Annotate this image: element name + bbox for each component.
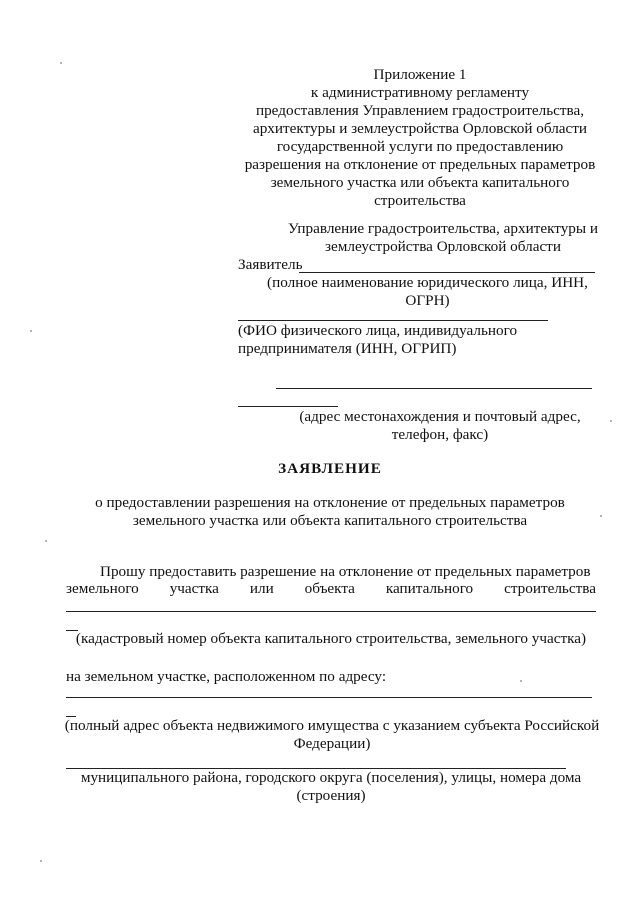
scan-speck	[520, 680, 522, 682]
cadastral-hint: (кадастровый номер объекта капитального строительства, земельного участка)	[75, 630, 587, 647]
addressee-line: Управление градостроительства, архитектуры и	[287, 220, 599, 237]
individual-name-field[interactable]	[238, 320, 548, 321]
scan-speck	[40, 860, 42, 862]
applicant-label: Заявитель	[238, 256, 303, 273]
appendix-line: государственной услуги по предоставлению	[276, 138, 564, 155]
appendix-line: предоставления Управлением градостроительства,	[255, 102, 585, 119]
appendix-line: разрешения на отклонение от предельных параметров	[244, 156, 596, 173]
request-words-row: земельного участка или объекта капитального строительства	[66, 580, 596, 597]
applicant-hint-address: (адрес местонахождения и почтовый адрес, телефон, факс)	[299, 408, 581, 443]
appendix-line: земельного участка или объекта капитального	[270, 174, 570, 191]
scan-speck	[610, 420, 612, 422]
appendix-line: Приложение 1	[373, 66, 467, 83]
municipality-hint: муниципального района, городского округа (поселения), улицы, номера дома (строения)	[80, 769, 582, 804]
addressee	[268, 220, 618, 256]
request-text: Прошу предоставить разрешение на отклонение от предельных параметров	[100, 563, 591, 580]
address-field-3[interactable]	[66, 697, 592, 698]
address-field-2[interactable]	[238, 406, 338, 407]
appendix-line: к административному регламенту	[310, 84, 530, 101]
scan-speck	[600, 515, 602, 517]
statement-subtitle: о предоставлении разрешения на отклонение от предельных параметров земельного участка или объекта капитального строительства	[95, 494, 565, 529]
appendix-line: строительства	[374, 192, 466, 209]
scan-speck	[60, 62, 62, 64]
applicant-name-field[interactable]	[299, 272, 595, 273]
scan-speck	[30, 330, 32, 332]
address-field-1[interactable]	[276, 388, 592, 389]
land-plot-text: на земельном участке, расположенном по адресу:	[66, 668, 387, 685]
applicant-hint-legal: (полное наименование юридического лица, ИНН, ОГРН)	[267, 274, 588, 309]
appendix-line: архитектуры и землеустройства Орловской области	[252, 120, 588, 137]
scan-speck	[45, 540, 47, 542]
addressee-line: землеустройства Орловской области	[325, 238, 561, 255]
appendix-header	[235, 66, 605, 210]
full-address-hint: (полный адрес объекта недвижимого имущества с указанием субъекта Российской Федерации)	[64, 717, 600, 752]
cadastral-field-1[interactable]	[66, 611, 596, 612]
applicant-hint-individual: (ФИО физического лица, индивидуального предпринимателя (ИНН, ОГРИП)	[238, 322, 518, 357]
statement-title: ЗАЯВЛЕНИЕ	[278, 460, 382, 477]
